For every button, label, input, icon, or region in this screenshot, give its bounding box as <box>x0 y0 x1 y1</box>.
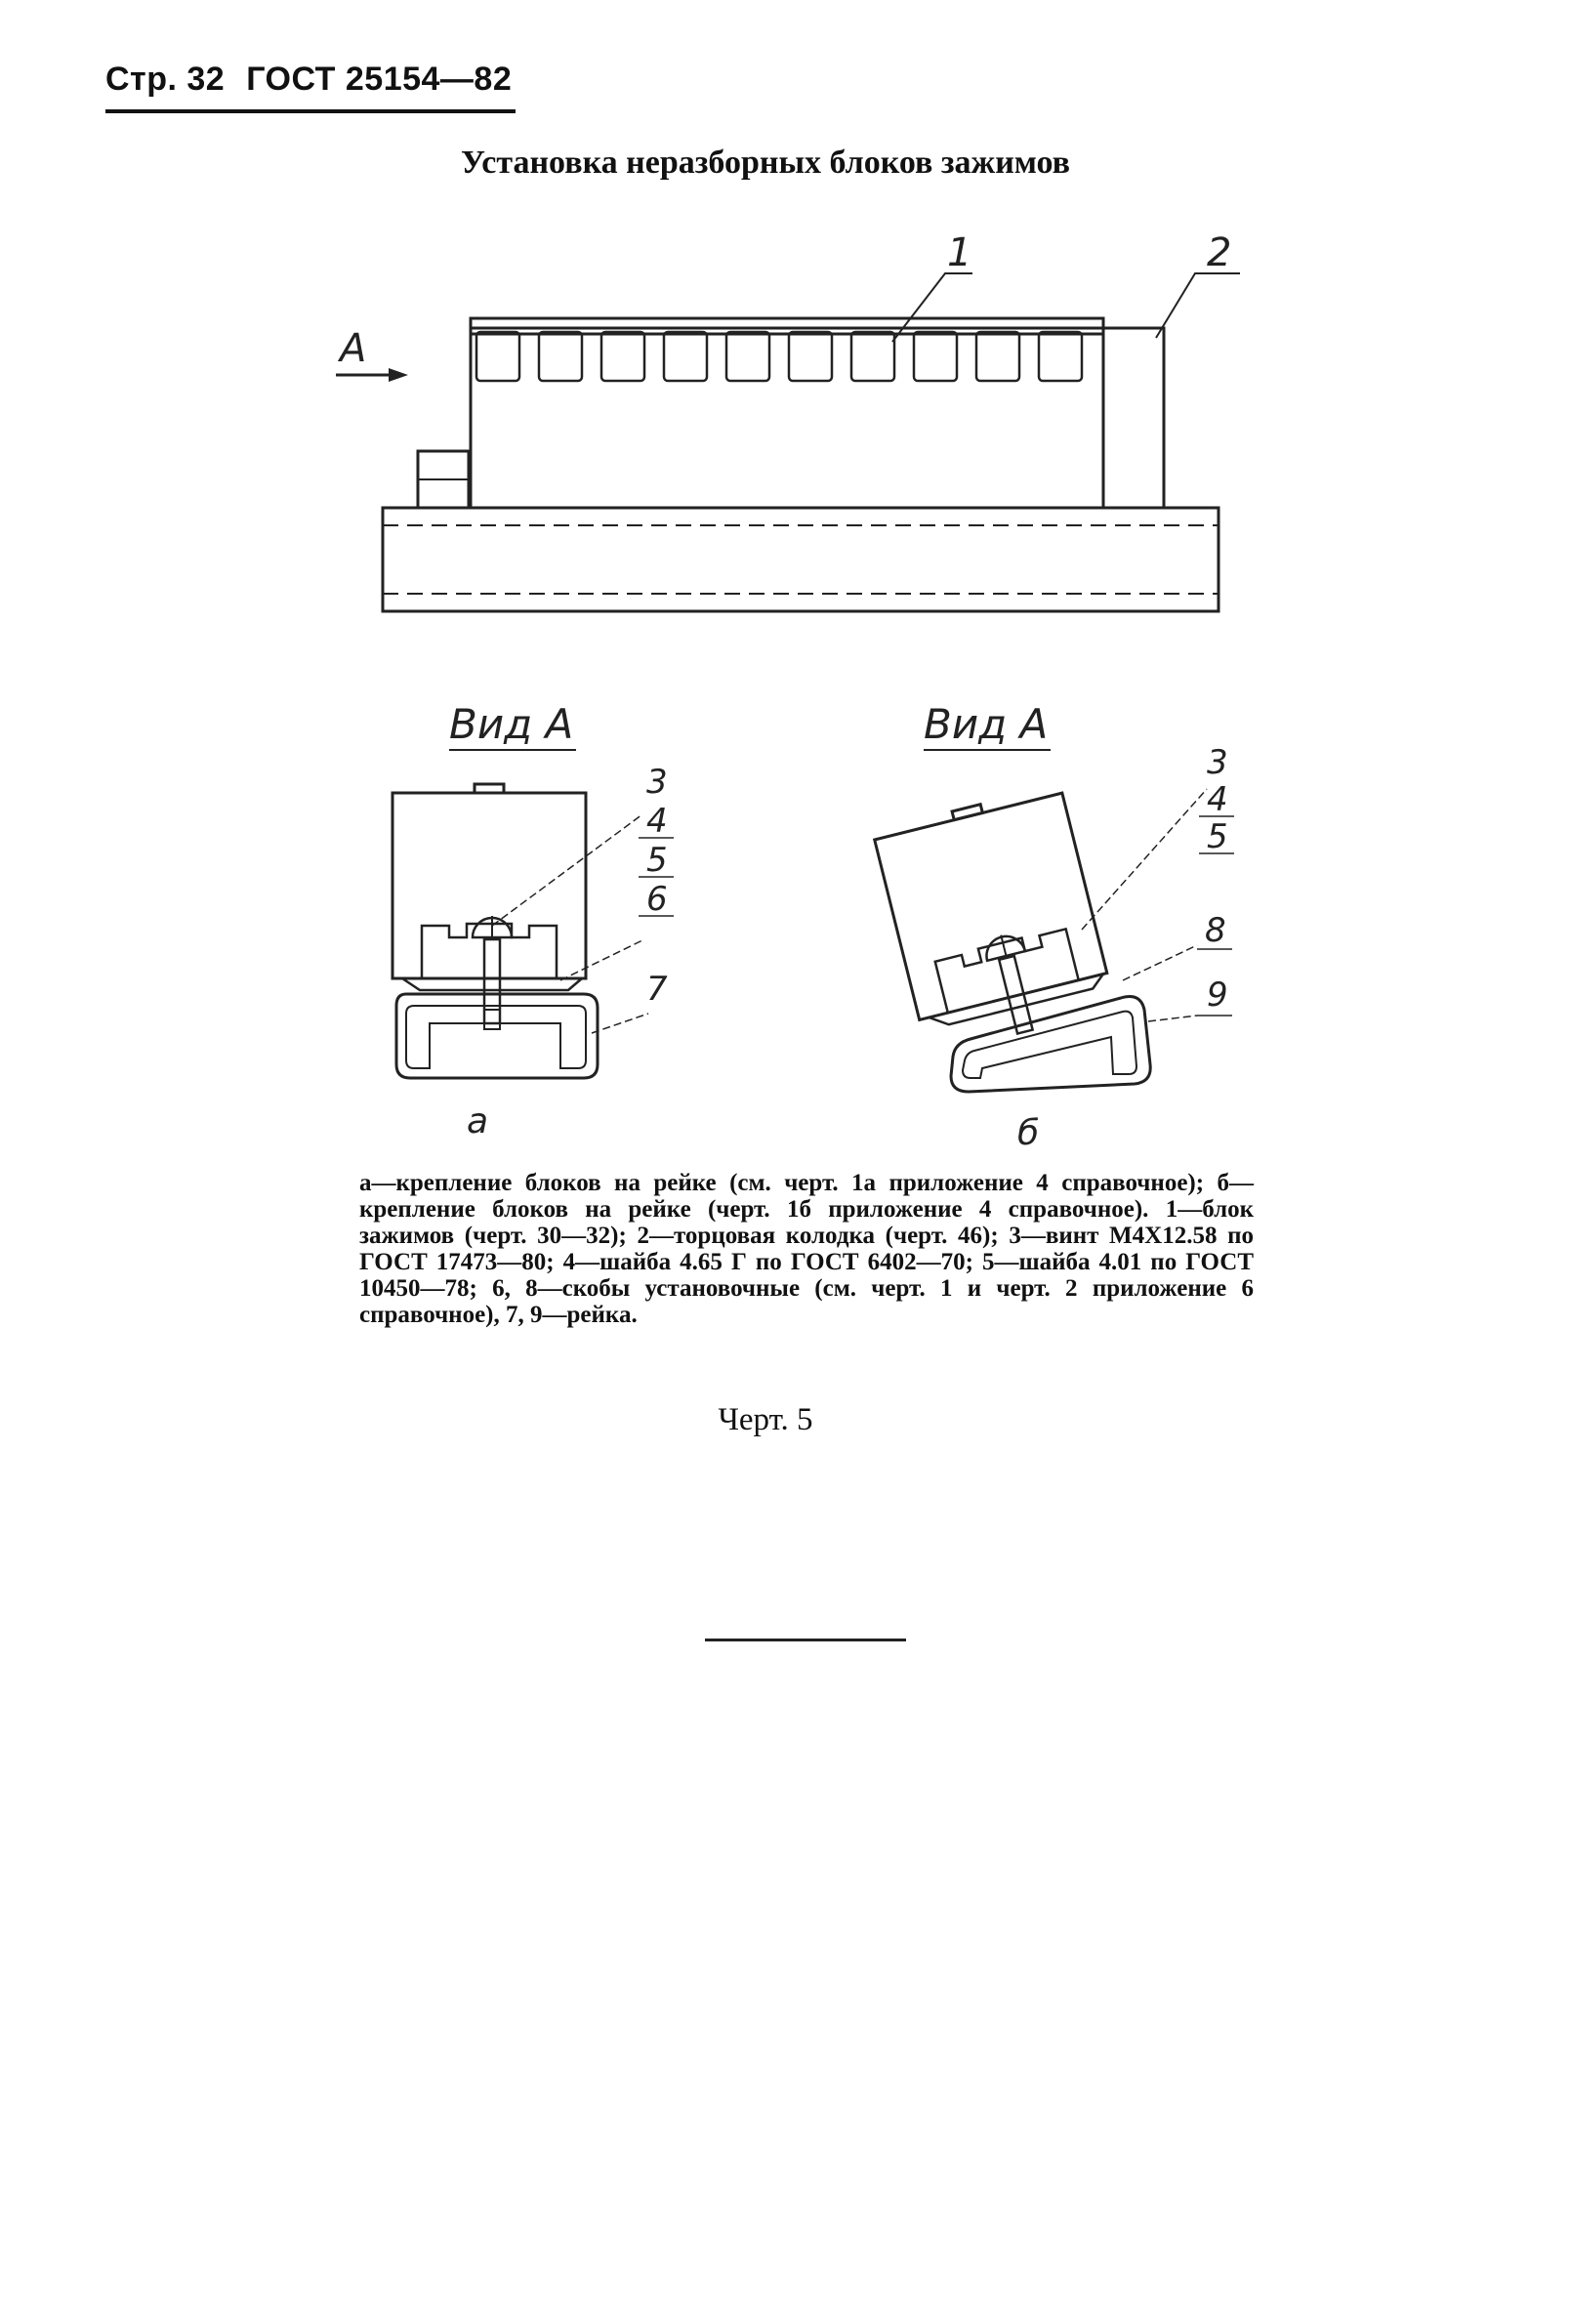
view-a-left <box>392 700 674 1141</box>
figure-caption: а—крепление блоков на рейке (см. черт. 1а приложение 4 справочное); б—крепление блоков на рейке (черт. 1б приложение 4 справочное). 1—блок зажимов (черт. 30—32); 2—торцовая колодка (черт. 46); 3—винт М4Х12.58 по ГОСТ 17473—80; 4—шайба 4.65 Г по ГОСТ 6402—70; 5—шайба 4.01 по ГОСТ 10450—78; 6, 8—скобы установочные (см. черт. 1 и черт. 2 приложение 6 справочное), 7, 9—рейка. <box>359 1170 1254 1328</box>
callout-2: 2 <box>1207 230 1232 275</box>
mounting-bracket <box>402 978 582 990</box>
figure-number: Черт. 5 <box>718 1402 813 1437</box>
callout-3b: 3 <box>1207 743 1228 782</box>
assembly-side-view <box>336 230 1240 611</box>
callout-4b: 4 <box>1207 780 1228 819</box>
end-rule <box>705 1639 906 1641</box>
view-title-right: Вид А <box>924 700 1049 748</box>
t-slot <box>934 927 1078 1013</box>
leader-2 <box>1156 273 1240 338</box>
callout-8: 8 <box>1205 911 1226 950</box>
end-plate <box>1103 328 1164 508</box>
mounting-bracket <box>929 974 1105 1028</box>
callout-5: 5 <box>646 841 668 880</box>
arrow-label: А <box>340 326 367 371</box>
standard-number: ГОСТ 25154—82 <box>246 61 513 98</box>
callout-3: 3 <box>646 763 668 802</box>
view-title-left: Вид А <box>449 700 574 748</box>
view-letter-a: а <box>467 1101 489 1141</box>
t-slot <box>422 924 557 978</box>
rail <box>383 508 1219 611</box>
callout-5b: 5 <box>1207 817 1228 856</box>
terminal-pockets <box>476 332 1082 381</box>
callout-9: 9 <box>1207 975 1228 1015</box>
view-letter-b: б <box>1017 1113 1040 1153</box>
callout-1: 1 <box>947 230 972 275</box>
callout-6: 6 <box>646 880 668 919</box>
view-a-right <box>873 700 1234 1153</box>
callout-7: 7 <box>646 970 668 1009</box>
block-section-tilted <box>875 793 1107 1019</box>
callout-4: 4 <box>646 802 668 841</box>
screw-shank <box>484 939 500 1023</box>
figure-title: Установка неразборных блоков зажимов <box>460 145 1071 181</box>
arrow-head-icon <box>389 368 408 382</box>
page-number: Стр. 32 <box>105 61 226 98</box>
terminal-block-body <box>471 328 1103 508</box>
